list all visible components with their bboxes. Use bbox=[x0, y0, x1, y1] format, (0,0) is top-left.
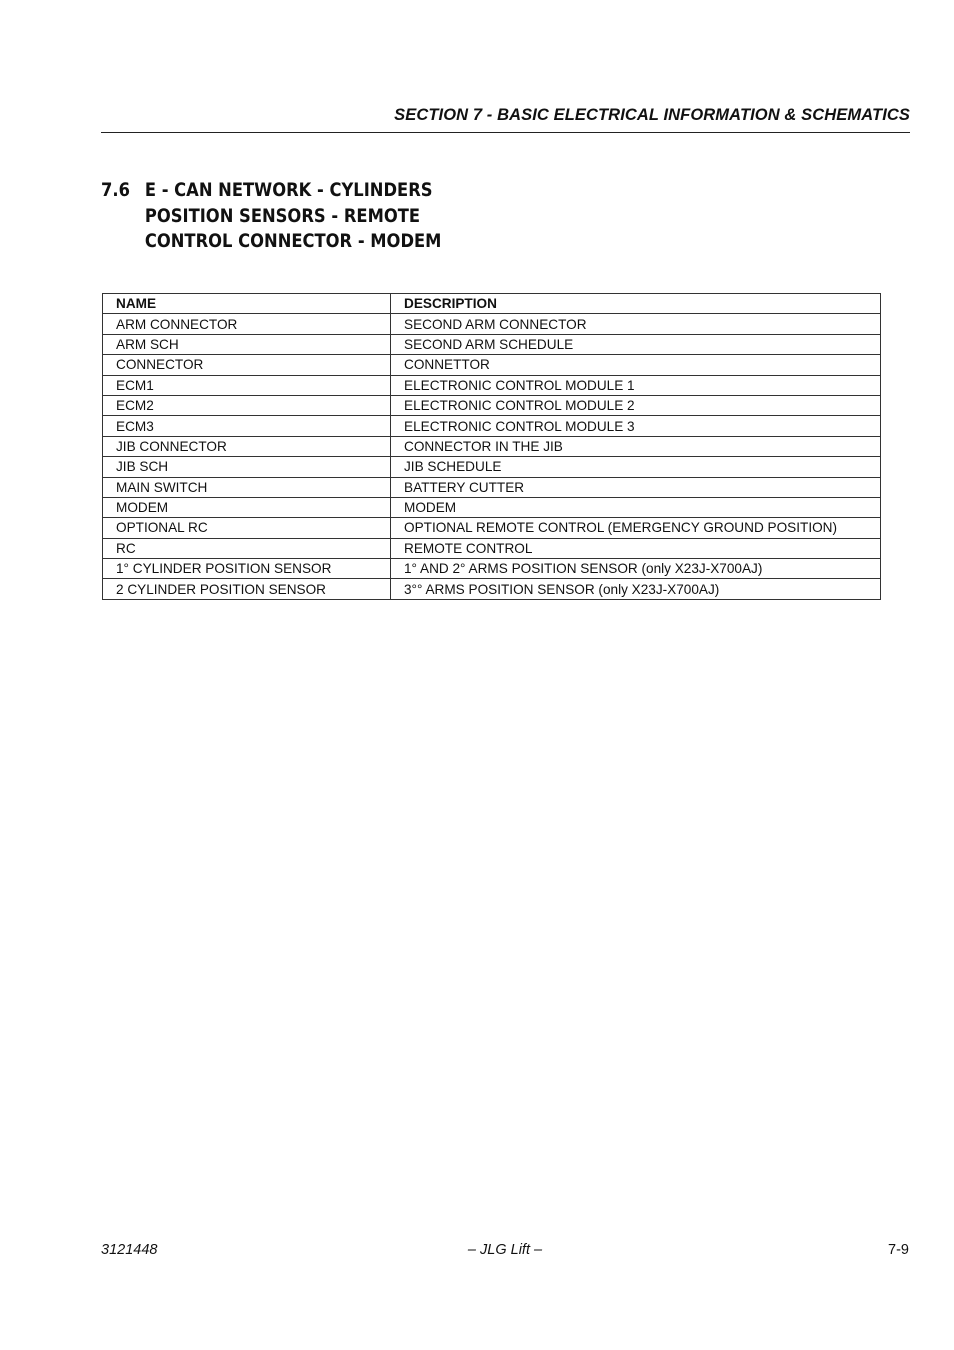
cell-name: RC bbox=[103, 538, 391, 558]
footer-publisher: – JLG Lift – bbox=[467, 1242, 543, 1258]
cell-name: CONNECTOR bbox=[103, 355, 391, 375]
cell-description: ELECTRONIC CONTROL MODULE 1 bbox=[391, 375, 881, 395]
table-header-row bbox=[103, 294, 881, 314]
cell-description: MODEM bbox=[391, 497, 881, 517]
column-header-name: NAME bbox=[103, 294, 391, 314]
cell-description: 1° AND 2° ARMS POSITION SENSOR (only X23J-X700AJ) bbox=[391, 559, 881, 579]
cell-description: SECOND ARM SCHEDULE bbox=[391, 334, 881, 354]
table-row bbox=[103, 497, 881, 517]
table-row bbox=[103, 579, 881, 599]
table-row bbox=[103, 477, 881, 497]
abbreviation-table bbox=[102, 293, 881, 600]
cell-description: CONNECTOR IN THE JIB bbox=[391, 436, 881, 456]
cell-name: ECM2 bbox=[103, 395, 391, 415]
running-header: SECTION 7 - BASIC ELECTRICAL INFORMATION & SCHEMATICS bbox=[394, 106, 910, 124]
cell-name: ECM1 bbox=[103, 375, 391, 395]
cell-name: ECM3 bbox=[103, 416, 391, 436]
table-row bbox=[103, 559, 881, 579]
section-title-line: CONTROL CONNECTOR - MODEM bbox=[144, 230, 442, 252]
footer-doc-number: 3121448 bbox=[101, 1242, 158, 1258]
table-row bbox=[103, 457, 881, 477]
section-title-line: POSITION SENSORS - REMOTE bbox=[144, 204, 421, 227]
cell-description: ELECTRONIC CONTROL MODULE 2 bbox=[391, 395, 881, 415]
footer-page-number: 7-9 bbox=[888, 1242, 909, 1258]
cell-name: MAIN SWITCH bbox=[103, 477, 391, 497]
cell-description: ELECTRONIC CONTROL MODULE 3 bbox=[391, 416, 881, 436]
table-row bbox=[103, 395, 881, 415]
header-divider bbox=[101, 132, 910, 133]
cell-description: SECOND ARM CONNECTOR bbox=[391, 314, 881, 334]
cell-name: ARM CONNECTOR bbox=[103, 314, 391, 334]
cell-description: JIB SCHEDULE bbox=[391, 457, 881, 477]
table-row bbox=[103, 375, 881, 395]
table-row bbox=[103, 314, 881, 334]
table-row bbox=[103, 518, 881, 538]
cell-description: BATTERY CUTTER bbox=[391, 477, 881, 497]
cell-description: OPTIONAL REMOTE CONTROL (EMERGENCY GROUND POSITION) bbox=[391, 518, 881, 538]
table-row bbox=[103, 355, 881, 375]
cell-name: JIB CONNECTOR bbox=[103, 436, 391, 456]
cell-name: 2 CYLINDER POSITION SENSOR bbox=[103, 579, 391, 599]
table-row bbox=[103, 334, 881, 354]
table-row bbox=[103, 416, 881, 436]
section-title-line: E - CAN NETWORK - CYLINDERS bbox=[144, 179, 433, 201]
table-row bbox=[103, 436, 881, 456]
cell-name: ARM SCH bbox=[103, 334, 391, 354]
cell-description: REMOTE CONTROL bbox=[391, 538, 881, 558]
section-number: 7.6 bbox=[101, 179, 130, 201]
cell-name: OPTIONAL RC bbox=[103, 518, 391, 538]
cell-name: 1° CYLINDER POSITION SENSOR bbox=[103, 559, 391, 579]
section-heading bbox=[101, 178, 441, 255]
section-heading-line-1 bbox=[101, 178, 441, 204]
cell-name: JIB SCH bbox=[103, 457, 391, 477]
cell-name: MODEM bbox=[103, 497, 391, 517]
cell-description: CONNETTOR bbox=[391, 355, 881, 375]
table-row bbox=[103, 538, 881, 558]
cell-description: 3°° ARMS POSITION SENSOR (only X23J-X700AJ) bbox=[391, 579, 881, 599]
column-header-description: DESCRIPTION bbox=[391, 294, 881, 314]
